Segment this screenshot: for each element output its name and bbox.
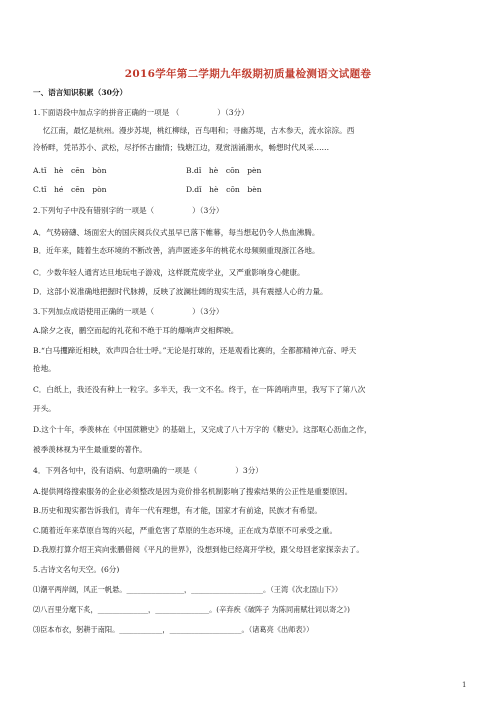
q3-option-d-line2: 被季羡林视为平生最重要的著作。: [33, 445, 147, 454]
exam-title: 2016学年第二学期九年级期初质量检测语文试题卷: [124, 68, 372, 80]
q2-option-c: C．少数年轻人通宵达旦地玩电子游戏，这样既荒废学业，又严重影响身心健康。: [33, 268, 305, 277]
q2-option-a: A．气势磅礴、场面宏大的国庆阅兵仪式虽早已落下帷幕，每当想起仍令人热血沸腾。: [33, 228, 320, 237]
q5-item-3: ⑶臣本布衣，躬耕于南阳。____________，____________________。（诸葛亮《出师表》）: [33, 625, 314, 634]
q1-option-d: D.dǐ hè cōn bèn: [186, 185, 262, 194]
q3-option-d-line1: D.这个十年，季羡林在《中国蔗糖史》的基础上，又完成了八十万字的《糖史》。这部呕心沥血之作，: [33, 425, 372, 434]
q1-stem: 1.下面语段中加点字的拼音正确的一项是 （ ）（3分）: [33, 108, 249, 117]
q1-option-b: B.dǐ hè cōn pèn: [186, 166, 262, 175]
q2-stem: 2.下列句子中没有错别字的一项是（ ）（3分）: [33, 206, 224, 215]
page-number: 1: [462, 681, 467, 689]
q4-option-c: C.随着近年来草原自驾的兴起，严重危害了草原的生态环境，正在成为草原不可承受之重。: [33, 526, 338, 535]
q3-option-b-line1: B.“白马攫蹄近相映，欢声四合壮士呼。”无论是打球的，还是观看比赛的，全都都精神亢奋、呼天: [33, 346, 357, 355]
q3-option-b-line2: 抢地。: [33, 364, 56, 373]
q3-stem: 3.下列加点成语使用正确的一项是（ ）（3分）: [33, 307, 224, 316]
q3-option-c-line2: 开头。: [33, 404, 56, 413]
q4-option-d: D.我原打算介绍王宾向张鹏借阅《平凡的世界》，没想到他已经离开学校，跟父母回老家探亲去了。: [33, 545, 364, 554]
q3-option-a: A.除夕之夜，鹏空而起的礼花和不绝于耳的爆响声交相辉映。: [33, 326, 239, 335]
q4-option-a: A.提供网络搜索服务的企业必须整改是因为竞价排名机制影响了搜索结果的公正性是重要原因。: [33, 487, 353, 496]
q3-option-c-line1: C．白纸上，我还没有种上一粒字。多半天，我一文不名。终于，在一阵鸽哨声里，我写下了第八次: [33, 385, 366, 394]
q1-option-c: C.tǐ hé cēn pòn: [33, 185, 107, 194]
q5-item-1: ⑴潮平两岸阔，风正一帆悬。________________，____________________。（王湾《次北固山下》）: [33, 585, 343, 594]
q5-stem: 5.古诗文名句天空。(6分): [33, 565, 120, 574]
q4-option-b: B.历史和现实都告诉我们，青年一代有理想，有才能，国家才有前途，民族才有希望。: [33, 506, 322, 515]
q2-option-b: B．近年来，随着生态环境的不断改善，消声匿迹多年的桃花水母频频重现浙江各地。: [33, 246, 320, 255]
section-heading: 一、语言知识积累（30分）: [33, 88, 128, 97]
q1-option-a: A.tǐ hè cēn bòn: [33, 166, 107, 175]
q1-passage-line1: 忆江南，最忆是杭州。漫步苏堤，桃红柳绿，百鸟唱和；寻幽苏堤，古木参天，流水淙淙。西: [43, 126, 355, 135]
q5-item-2: ⑵八百里分麾下炙，______________，_______________。(辛弃疾《破阵子 为陈同甫赋壮词以寄之》): [33, 605, 350, 614]
q2-option-d: D．这部小说准确地把握时代脉搏，反映了波澜壮阔的现实生活，具有震撼人心的力量。: [33, 287, 328, 296]
q4-stem: 4．下列各句中，没有语病、句意明确的一项是（ ）3分）: [33, 466, 263, 475]
q1-passage-line2: 泠桥畔，凭吊苏小、武松，尽抒怀古幽情；钱塘江边，观赏汹涌潮水，畅想时代风采……: [33, 143, 330, 152]
